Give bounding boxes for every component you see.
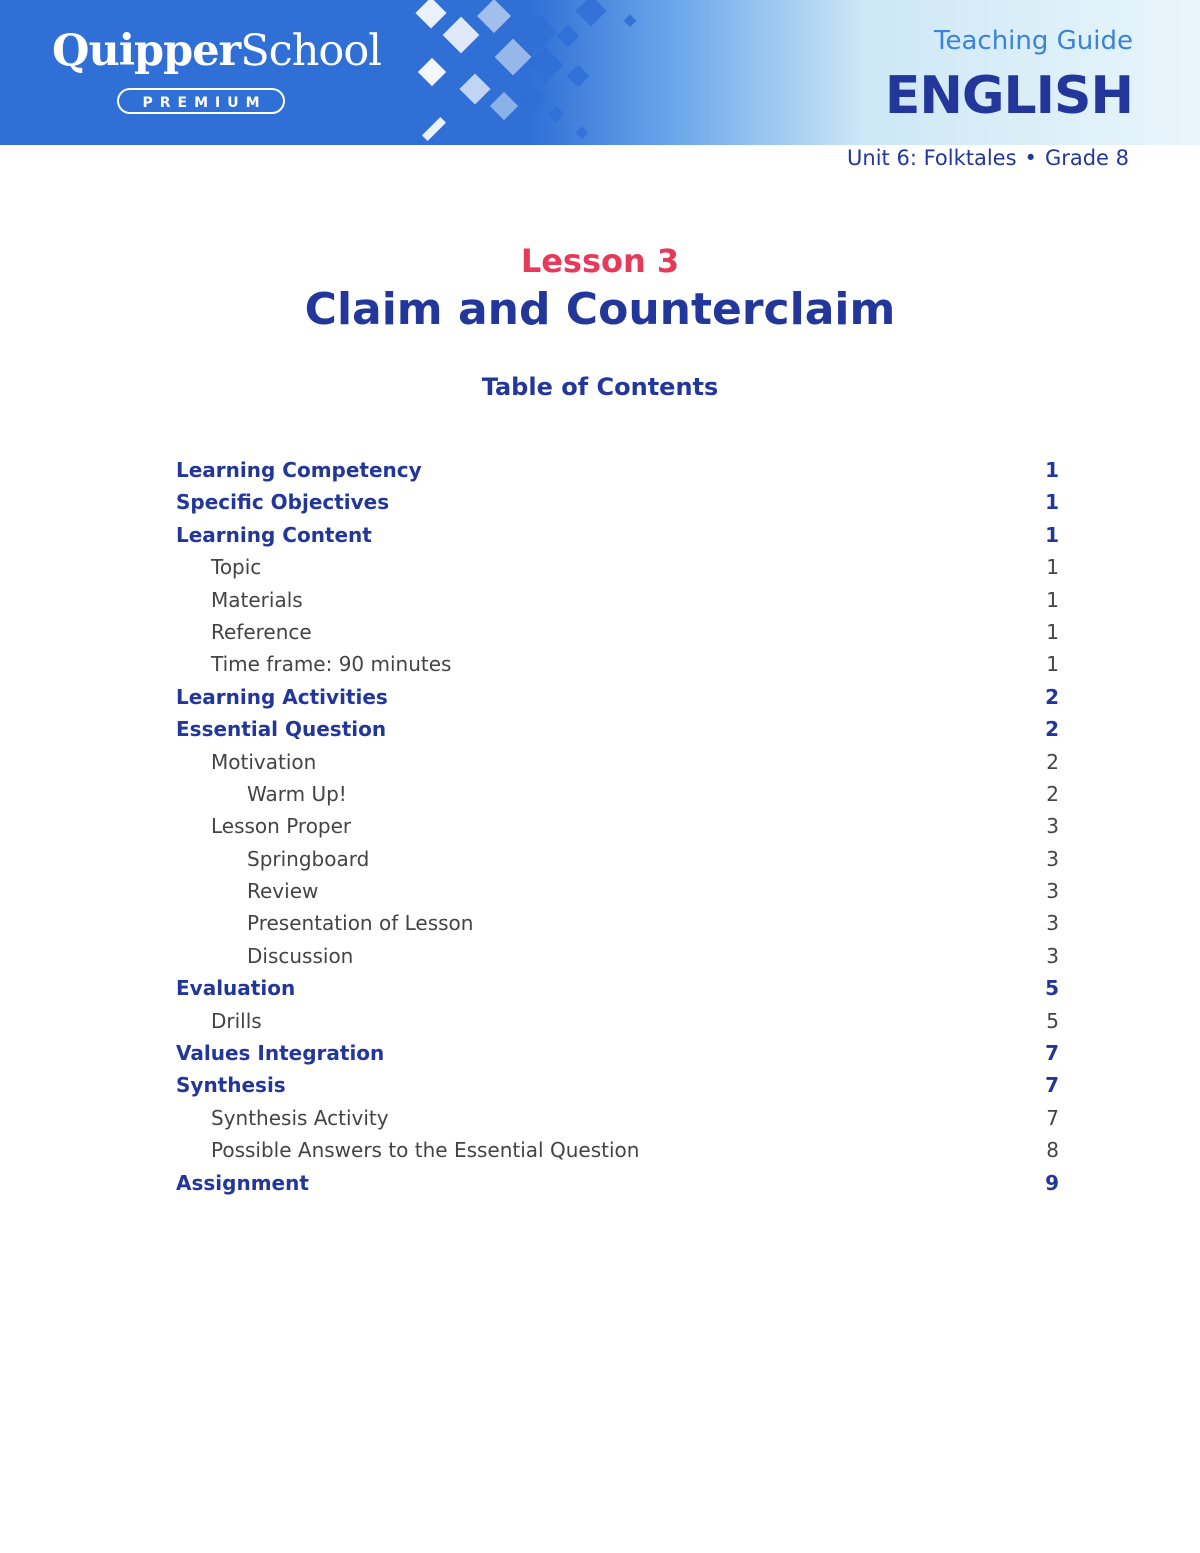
toc-entry-label: Springboard — [247, 846, 370, 871]
toc-entry[interactable] — [176, 553, 1059, 585]
toc-entry[interactable] — [176, 1104, 1059, 1136]
toc-entry-label: Synthesis Activity — [211, 1105, 389, 1130]
toc-entry[interactable] — [176, 456, 1059, 488]
toc-entry-label: Specific Objectives — [176, 490, 390, 515]
toc-entry-label: Assignment — [176, 1170, 309, 1195]
toc-entry-label: Time frame: 90 minutes — [211, 652, 452, 677]
toc-entry-page-number: 2 — [1045, 684, 1059, 709]
toc-entry-label: Evaluation — [176, 976, 296, 1001]
toc-entry[interactable] — [176, 1007, 1059, 1039]
toc-entry-label: Lesson Proper — [211, 814, 352, 839]
toc-entry-label: Values Integration — [176, 1041, 385, 1066]
toc-entry[interactable] — [176, 1071, 1059, 1103]
toc-entry[interactable] — [176, 683, 1059, 715]
toc-entry[interactable] — [176, 1039, 1059, 1071]
toc-entry[interactable] — [176, 974, 1059, 1006]
toc-entry-page-number: 7 — [1045, 1073, 1059, 1098]
premium-badge: PREMIUM — [117, 88, 285, 114]
toc-entry-page-number: 3 — [1046, 911, 1059, 936]
toc-entry-page-number: 1 — [1046, 555, 1059, 580]
toc-entry-label: Motivation — [211, 749, 317, 774]
toc-entry-page-number: 1 — [1045, 458, 1059, 482]
toc-entry-label: Reference — [211, 619, 312, 644]
decorative-squares — [400, 0, 660, 145]
toc-entry-page-number: 1 — [1045, 522, 1059, 547]
toc-entry[interactable] — [176, 521, 1059, 553]
toc-entry-label: Possible Answers to the Essential Question — [211, 1138, 640, 1163]
unit-label: Unit 6: Folktales — [847, 146, 1017, 170]
toc-entry-page-number: 3 — [1046, 814, 1059, 839]
unit-grade-line — [847, 146, 1129, 170]
toc-entry-label: Discussion — [247, 943, 354, 968]
lesson-number: Lesson 3 — [520, 242, 680, 280]
toc-entry[interactable] — [176, 488, 1059, 520]
toc-entry[interactable] — [176, 715, 1059, 747]
teaching-guide-label: Teaching Guide — [934, 26, 1133, 56]
toc-entry[interactable] — [176, 812, 1059, 844]
toc-entry-page-number: 3 — [1046, 846, 1059, 871]
toc-entry-label: Warm Up! — [247, 781, 347, 806]
toc-entry-page-number: 1 — [1046, 652, 1059, 677]
logo-text-school: School — [240, 26, 381, 76]
toc-entry-label: Materials — [211, 587, 303, 612]
subject-title: ENGLISH — [884, 66, 1133, 126]
quipper-school-logo — [52, 26, 381, 76]
toc-entry-label: Learning Activities — [176, 684, 388, 709]
toc-entry-label: Essential Question — [176, 717, 387, 742]
toc-entry-label: Learning Content — [176, 522, 372, 547]
toc-entry[interactable] — [176, 780, 1059, 812]
toc-entry[interactable] — [176, 748, 1059, 780]
toc-entry-page-number: 2 — [1046, 749, 1059, 774]
lesson-title: Claim and Counterclaim — [304, 284, 896, 335]
toc-entry-page-number: 2 — [1045, 717, 1059, 742]
toc-entry[interactable] — [176, 618, 1059, 650]
toc-entry[interactable] — [176, 1136, 1059, 1168]
table-of-contents — [176, 456, 1059, 1201]
toc-entry[interactable] — [176, 845, 1059, 877]
toc-entry[interactable] — [176, 909, 1059, 941]
toc-entry-page-number: 5 — [1045, 976, 1059, 1001]
toc-heading: Table of Contents — [481, 373, 719, 401]
toc-entry-page-number: 1 — [1045, 490, 1059, 515]
toc-entry-page-number: 7 — [1046, 1105, 1059, 1130]
toc-entry-label: Synthesis — [176, 1073, 286, 1098]
toc-entry-label: Presentation of Lesson — [247, 911, 474, 936]
toc-entry-page-number: 3 — [1046, 879, 1059, 904]
toc-entry-label: Review — [247, 879, 319, 904]
toc-entry-page-number: 9 — [1045, 1170, 1059, 1195]
toc-entry-page-number: 3 — [1046, 943, 1059, 968]
toc-entry-page-number: 1 — [1046, 587, 1059, 612]
grade-label: Grade 8 — [1044, 146, 1129, 170]
toc-entry-label: Topic — [211, 555, 262, 580]
toc-entry[interactable] — [176, 650, 1059, 682]
toc-entry-page-number: 8 — [1046, 1138, 1059, 1163]
toc-entry-label: Drills — [211, 1008, 262, 1033]
toc-entry-page-number: 2 — [1046, 781, 1059, 806]
separator-dot: • — [1024, 146, 1037, 170]
toc-entry-page-number: 7 — [1045, 1041, 1059, 1066]
toc-entry[interactable] — [176, 586, 1059, 618]
toc-entry[interactable] — [176, 1169, 1059, 1201]
toc-entry[interactable] — [176, 942, 1059, 974]
logo-text-quipper: Quipper — [52, 26, 241, 76]
toc-entry-label: Learning Competency — [176, 458, 422, 482]
toc-entry-page-number: 1 — [1046, 619, 1059, 644]
toc-entry[interactable] — [176, 877, 1059, 909]
toc-entry-page-number: 5 — [1046, 1008, 1059, 1033]
